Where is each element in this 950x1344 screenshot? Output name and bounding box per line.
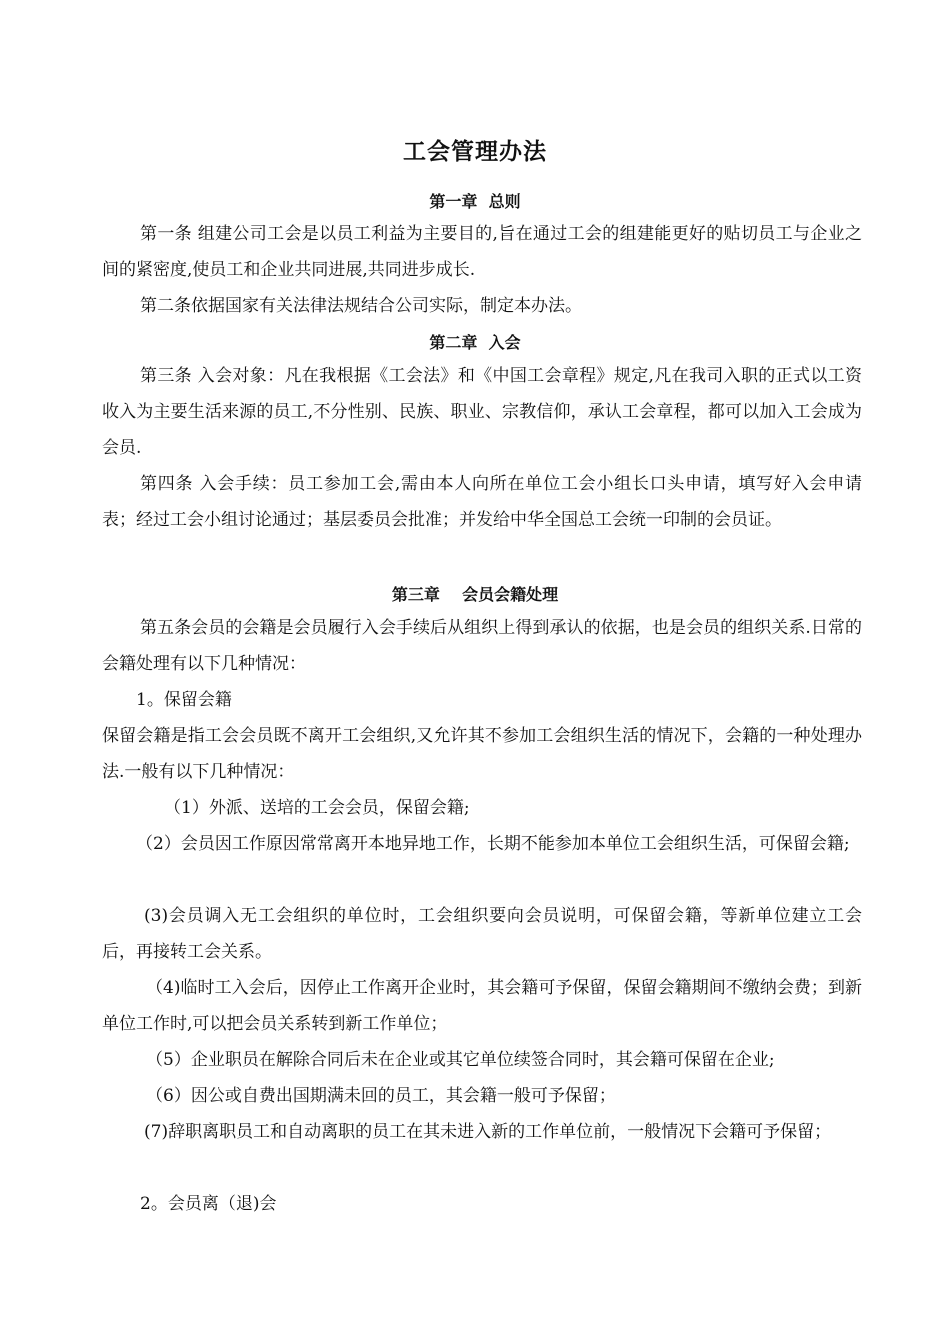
article-4: 第四条 入会手续：员工参加工会,需由本人向所在单位工会小组长口头申请，填写好入会申请表；经过工会小组讨论通过；基层委员会批准；并发给中华全国总工会统一印制的会员证。 (102, 474, 862, 530)
chapter-3-heading: 第三章 会员会籍处理 (391, 585, 559, 604)
item-1-heading: 1。保留会籍 (136, 690, 232, 710)
item-2-heading: 2。会员离（退)会 (140, 1194, 277, 1214)
sub-item-7: (7)辞职离职员工和自动离职的员工在其未进入新的工作单位前，一般情况下会籍可予保留； (144, 1122, 832, 1142)
chapter-1-heading: 第一章 总则 (429, 192, 521, 211)
sub-item-6: （6）因公或自费出国期满未回的员工，其会籍一般可予保留； (146, 1086, 616, 1106)
sub-item-5: （5）企业职员在解除合同后未在企业或其它单位续签合同时，其会籍可保留在企业; (146, 1050, 775, 1070)
chapter-2-heading: 第二章 入会 (429, 333, 521, 352)
sub-item-3: (3)会员调入无工会组织的单位时，工会组织要向会员说明，可保留会籍，等新单位建立工会后，再接转工会关系。 (102, 906, 862, 962)
sub-item-2: （2）会员因工作原因常常离开本地异地工作，长期不能参加本单位工会组织生活，可保留会籍; (136, 834, 850, 854)
article-1: 第一条 组建公司工会是以员工利益为主要目的,旨在通过工会的组建能更好的贴切员工与企业之间的紧密度,使员工和企业共同进展,共同进步成长. (102, 224, 862, 280)
sub-item-1: （1）外派、送培的工会会员，保留会籍; (164, 798, 470, 818)
article-3: 第三条 入会对象：凡在我根据《工会法》和《中国工会章程》规定,凡在我司入职的正式以工资收入为主要生活来源的员工,不分性别、民族、职业、宗教信仰，承认工会章程，都可以加入工会成为会员. (102, 366, 862, 458)
sub-item-4: （4)临时工入会后，因停止工作离开企业时，其会籍可予保留，保留会籍期间不缴纳会费；到新单位工作时,可以把会员关系转到新工作单位； (102, 978, 862, 1034)
article-2: 第二条依据国家有关法律法规结合公司实际，制定本办法。 (140, 296, 582, 316)
article-5: 第五条会员的会籍是会员履行入会手续后从组织上得到承认的依据，也是会员的组织关系.日常的会籍处理有以下几种情况： (102, 618, 862, 674)
document-title: 工会管理办法 (403, 138, 547, 165)
item-1-description: 保留会籍是指工会会员既不离开工会组织,又允许其不参加工会组织生活的情况下，会籍的一种处理办法.一般有以下几种情况： (102, 726, 862, 782)
